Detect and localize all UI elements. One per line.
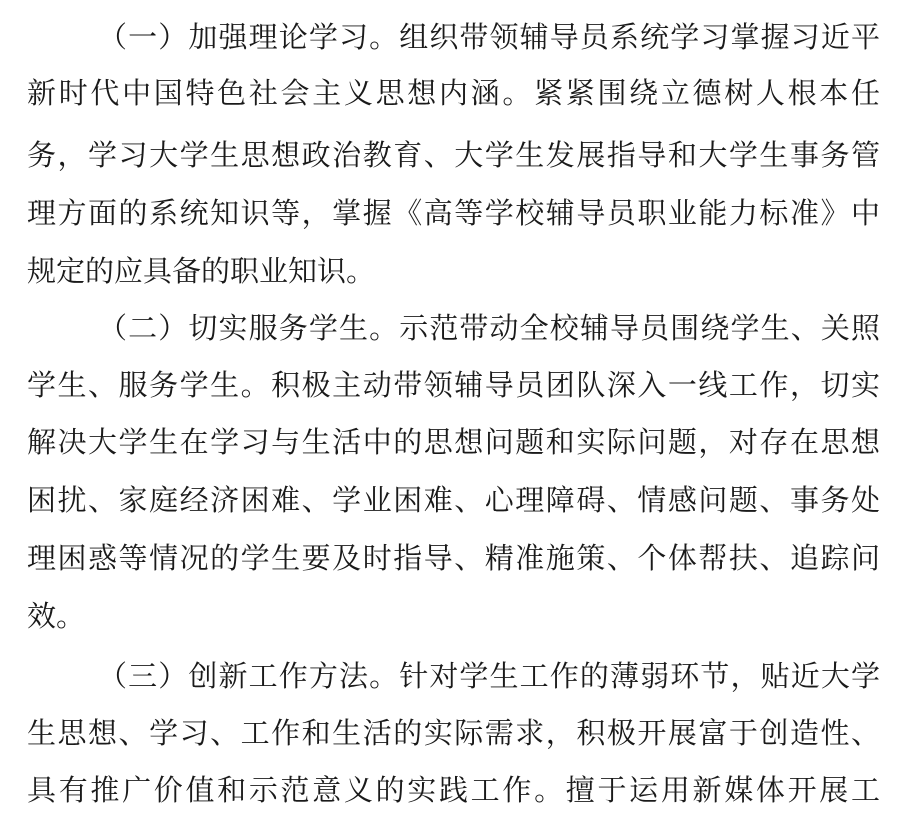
text-line: 解决大学生在学习与生活中的思想问题和实际问题，对存在思想 bbox=[27, 425, 880, 459]
text-line: （二）切实服务学生。示范带动全校辅导员围绕学生、关照 bbox=[98, 311, 880, 345]
text-line: （一）加强理论学习。组织带领辅导员系统学习掌握习近平 bbox=[98, 20, 880, 54]
text-line: 务，学习大学生思想政治教育、大学生发展指导和大学生事务管 bbox=[27, 138, 880, 172]
text-line: 规定的应具备的职业知识。 bbox=[27, 254, 376, 288]
text-line: 学生、服务学生。积极主动带领辅导员团队深入一线工作，切实 bbox=[27, 368, 880, 402]
text-line: 具有推广价值和示范意义的实践工作。擅于运用新媒体开展工 bbox=[27, 773, 880, 807]
text-line: （三）创新工作方法。针对学生工作的薄弱环节，贴近大学 bbox=[98, 659, 880, 693]
text-line: 新时代中国特色社会主义思想内涵。紧紧围绕立德树人根本任 bbox=[27, 76, 880, 110]
text-line: 生思想、学习、工作和生活的实际需求，积极开展富于创造性、 bbox=[27, 716, 880, 750]
text-line: 理困惑等情况的学生要及时指导、精准施策、个体帮扶、追踪问 bbox=[27, 541, 880, 575]
text-line: 困扰、家庭经济困难、学业困难、心理障碍、情感问题、事务处 bbox=[27, 483, 880, 517]
text-line: 效。 bbox=[27, 599, 86, 633]
text-line: 理方面的系统知识等，掌握《高等学校辅导员职业能力标准》中 bbox=[27, 196, 880, 230]
